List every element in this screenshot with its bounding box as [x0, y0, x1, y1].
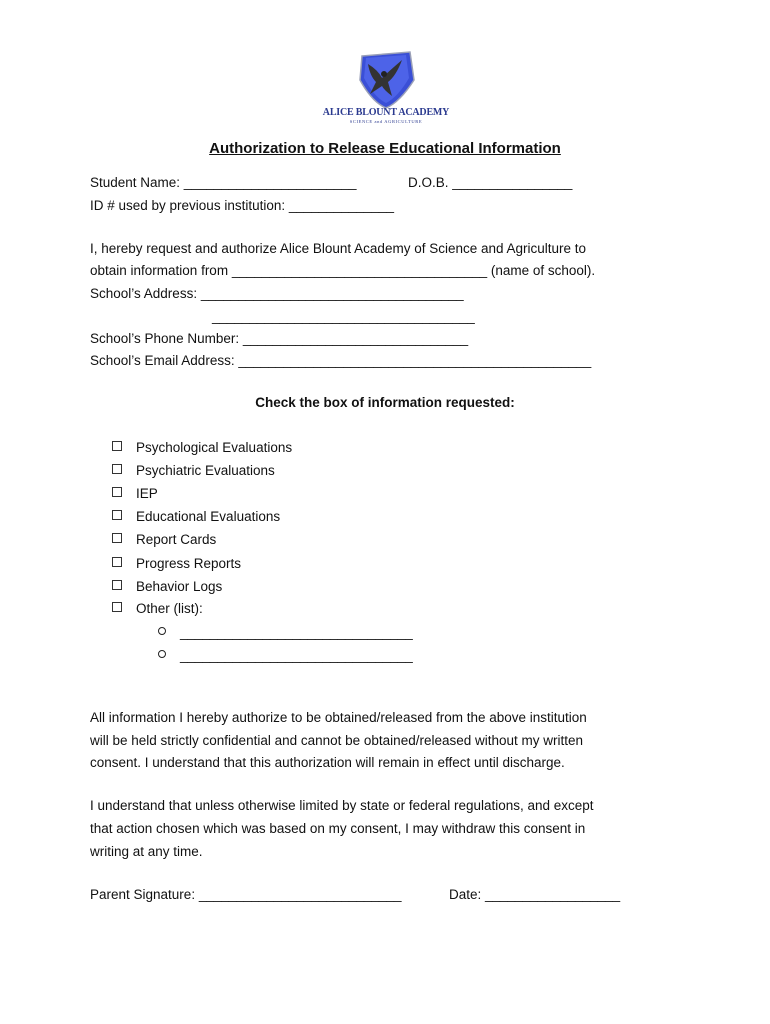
- checklist-item[interactable]: [112, 508, 280, 526]
- bullet-icon: [158, 627, 166, 635]
- checklist-item[interactable]: [112, 531, 216, 549]
- checklist-item[interactable]: [112, 600, 203, 618]
- checklist-item-label: IEP: [136, 486, 158, 501]
- school-address-field-2[interactable]: ___________________________________: [212, 309, 475, 324]
- school-address-field[interactable]: School’s Address: ___________________________________: [90, 286, 464, 301]
- school-name-field[interactable]: obtain information from __________________________________ (name of school).: [90, 263, 596, 278]
- request-text-line-1: I, hereby request and authorize Alice Blount Academy of Science and Agriculture to: [90, 241, 587, 256]
- confidentiality-text-line-3: consent. I understand that this authorization will remain in effect until discharge.: [90, 755, 565, 770]
- checklist-item-label: Other (list):: [136, 601, 203, 616]
- other-list-line[interactable]: _______________________________: [180, 648, 413, 663]
- checklist-item[interactable]: [112, 439, 292, 457]
- checkbox-icon[interactable]: [112, 441, 122, 451]
- consent-text-line-2: that action chosen which was based on my consent, I may withdraw this consent in: [90, 821, 586, 836]
- student-name-field[interactable]: Student Name: _______________________: [90, 175, 357, 190]
- checklist-item[interactable]: [112, 555, 241, 573]
- signature-date-field[interactable]: Date: __________________: [449, 887, 621, 902]
- checklist-item[interactable]: [112, 485, 158, 503]
- school-phone-field[interactable]: School’s Phone Number: ______________________________: [90, 331, 469, 346]
- other-list-item[interactable]: [158, 624, 413, 642]
- checklist-item-label: Educational Evaluations: [136, 509, 281, 524]
- checklist-item-label: Behavior Logs: [136, 579, 223, 594]
- page-title: Authorization to Release Educational Information: [209, 140, 561, 157]
- checkbox-icon[interactable]: [112, 510, 122, 520]
- checkbox-icon[interactable]: [112, 557, 122, 567]
- checklist-item-label: Report Cards: [136, 532, 217, 547]
- confidentiality-text-line-2: will be held strictly confidential and cannot be obtained/released without my written: [90, 733, 584, 748]
- bullet-icon: [158, 650, 166, 658]
- school-email-field[interactable]: School’s Email Address: _______________________________________________: [90, 353, 592, 368]
- other-list-item[interactable]: [158, 647, 413, 665]
- confidentiality-text-line-1: All information I hereby authorize to be obtained/released from the above institution: [90, 710, 587, 725]
- consent-text-line-1: I understand that unless otherwise limited by state or federal regulations, and except: [90, 798, 594, 813]
- checklist-item[interactable]: [112, 462, 275, 480]
- checkbox-icon[interactable]: [112, 487, 122, 497]
- logo-name: ALICE BLOUNT ACADEMY: [322, 107, 450, 118]
- consent-text-line-3: writing at any time.: [90, 844, 203, 859]
- logo-tagline: SCIENCE and AGRICULTURE: [349, 119, 423, 124]
- academy-logo: [322, 50, 450, 130]
- parent-signature-field[interactable]: Parent Signature: ___________________________: [90, 887, 402, 902]
- checkbox-icon[interactable]: [112, 533, 122, 543]
- checkbox-icon[interactable]: [112, 602, 122, 612]
- checklist-item-label: Psychiatric Evaluations: [136, 463, 275, 478]
- other-list-line[interactable]: _______________________________: [180, 625, 413, 640]
- eagle-shield-icon: [322, 50, 450, 110]
- checklist-item-label: Psychological Evaluations: [136, 440, 293, 455]
- checkbox-icon[interactable]: [112, 580, 122, 590]
- checklist-item-label: Progress Reports: [136, 556, 242, 571]
- checklist-item[interactable]: [112, 578, 222, 596]
- checkbox-icon[interactable]: [112, 464, 122, 474]
- dob-field[interactable]: D.O.B. ________________: [408, 175, 573, 190]
- previous-id-field[interactable]: ID # used by previous institution: ______________: [90, 198, 394, 213]
- checklist-heading: Check the box of information requested:: [255, 395, 515, 410]
